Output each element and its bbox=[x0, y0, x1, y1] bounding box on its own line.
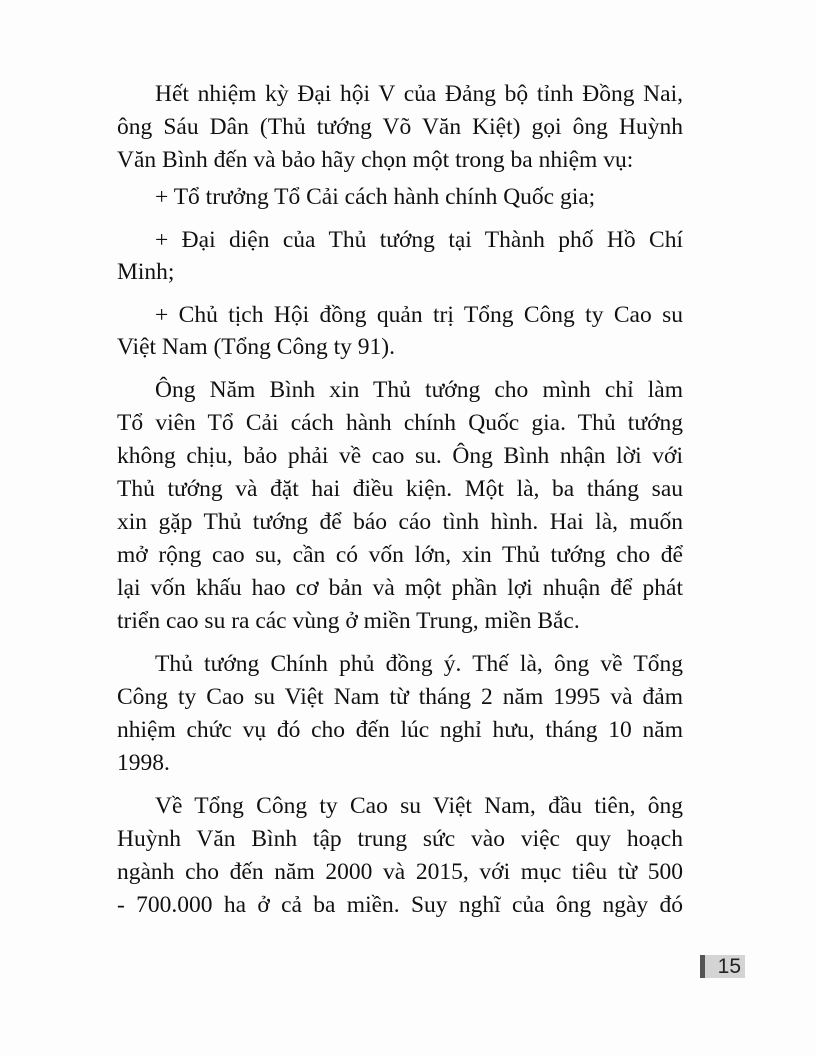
text-line: Huỳnh Văn Bình tập trung sức vào việc quy hoạch bbox=[117, 826, 683, 852]
text-line: mở rộng cao su, cần có vốn lớn, xin Thủ tướng cho để bbox=[117, 542, 683, 568]
text-line: ngành cho đến năm 2000 và 2015, với mục tiêu từ 500 bbox=[117, 859, 683, 885]
text-line: Về Tổng Công ty Cao su Việt Nam, đầu tiên, ông bbox=[155, 793, 683, 819]
text-line: + Chủ tịch Hội đồng quản trị Tổng Công ty Cao su bbox=[155, 302, 683, 328]
text-line: Thủ tướng và đặt hai điều kiện. Một là, ba tháng sau bbox=[117, 476, 683, 502]
text-line: + Tổ trưởng Tổ Cải cách hành chính Quốc gia; bbox=[155, 184, 596, 210]
text-line: triển cao su ra các vùng ở miền Trung, miền Bắc. bbox=[117, 608, 580, 634]
text-line: Ông Năm Bình xin Thủ tướng cho mình chỉ làm bbox=[155, 377, 683, 403]
text-line: Tổ viên Tổ Cải cách hành chính Quốc gia. Thủ tướng bbox=[117, 410, 683, 436]
text-line: không chịu, bảo phải về cao su. Ông Bình nhận lời với bbox=[117, 443, 683, 469]
text-line: Hết nhiệm kỳ Đại hội V của Đảng bộ tỉnh Đồng Nai, bbox=[155, 81, 683, 107]
text-line: lại vốn khấu hao cơ bản và một phần lợi nhuận để phát bbox=[117, 575, 683, 601]
text-line: - 700.000 ha ở cả ba miền. Suy nghĩ của ông ngày đó bbox=[117, 892, 683, 918]
text-line: 1998. bbox=[117, 750, 170, 776]
text-line: Công ty Cao su Việt Nam từ tháng 2 năm 1995 và đảm bbox=[117, 684, 683, 710]
text-line: xin gặp Thủ tướng để báo cáo tình hình. Hai là, muốn bbox=[117, 509, 683, 535]
text-line: + Đại diện của Thủ tướng tại Thành phố Hồ Chí bbox=[155, 227, 683, 253]
text-line: Văn Bình đến và bảo hãy chọn một trong ba nhiệm vụ: bbox=[117, 147, 634, 173]
text-line: Thủ tướng Chính phủ đồng ý. Thế là, ông về Tổng bbox=[155, 651, 683, 677]
text-line: ông Sáu Dân (Thủ tướng Võ Văn Kiệt) gọi ông Huỳnh bbox=[117, 114, 683, 140]
text-line: nhiệm chức vụ đó cho đến lúc nghỉ hưu, tháng 10 năm bbox=[117, 717, 683, 743]
text-line: Việt Nam (Tổng Công ty 91). bbox=[117, 334, 395, 360]
page-number: 15 bbox=[700, 955, 745, 978]
text-line: Minh; bbox=[117, 259, 175, 285]
